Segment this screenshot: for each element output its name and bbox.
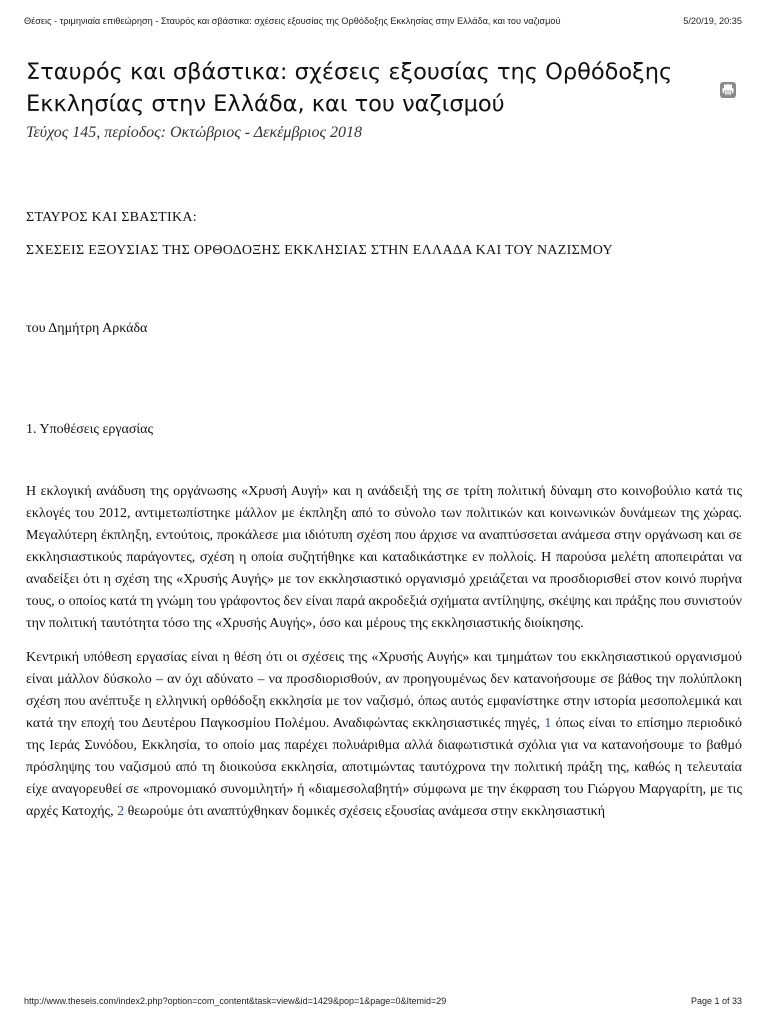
print-footer-url: http://www.theseis.com/index2.php?option=com_content&task=view&id=1429&pop=1&page=0&Itemid=29 <box>24 996 447 1006</box>
print-header-datetime: 5/20/19, 20:35 <box>683 16 742 26</box>
footnote-link[interactable]: 2 <box>117 804 125 819</box>
print-header <box>24 16 742 30</box>
paragraph: Η εκλογική ανάδυση της οργάνωσης «Χρυσή Αυγή» και η ανάδειξή της σε τρίτη πολιτική δύναμη στο κοινοβούλιο κατά τις εκλογές του 2012, αντιμετωπίστηκε μάλλον με έκπληξη από το σύνολο των πολιτικών και κοινωνικών δυνάμεων της χώρας. Μεγαλύτερη έκπληξη, εντούτοις, προκάλεσε μια ιδιότυπη σχέση που άρχισε να αναπτύσσεται ανάμεσα στην οργάνωση και σε εκκλησιαστικούς παράγοντες, σχέση η οποία συζητήθηκε και καταδικάστηκε εν πολλοίς. Η παρούσα μελέτη αποπειράται να αναδείξει ότι η σχέση της «Χρυσής Αυγής» με τον εκκλησιαστικό οργανισμό χρειάζεται να προσδιορισθεί στον κοινό πυρήνα τους, ο οποίος κατά τη γνώμη του γράφοντος δεν είναι παρά ακροδεξιά σχήματα αντίληψης, σκέψης και πράξης που συνιστούν την πολιτική ταυτότητα τόσο της «Χρυσής Αυγής», όσο και μέρους της εκκλησιαστικής διοίκησης. <box>26 484 742 631</box>
print-header-title: Θέσεις - τριμηνιαία επιθεώρηση - Σταυρός και σβάστικα: σχέσεις εξουσίας της Ορθόδοξης Εκκλησίας στην Ελλάδα, και του ναζισμού <box>24 16 561 26</box>
heading-sub: ΣΧΕΣΕΙΣ ΕΞΟΥΣΙΑΣ ΤΗΣ ΟΡΘΟΔΟΞΗΣ ΕΚΚΛΗΣΙΑΣ ΣΤΗΝ ΕΛΛΑΔΑ ΚΑΙ ΤΟΥ ΝΑΖΙΣΜΟΥ <box>26 243 613 258</box>
section-heading: 1. Υποθέσεις εργασίας <box>26 422 154 437</box>
paragraph-text: θεωρούμε ότι αναπτύχθηκαν δομικές σχέσεις εξουσίας ανάμεσα στην εκκλησιαστική <box>127 804 606 819</box>
footnote-link[interactable]: 1 <box>544 716 552 731</box>
article <box>26 56 742 823</box>
paragraph-text: όπως είναι το επίσημο περιοδικό της Ιεράς Συνόδου, Εκκλησία, το οποίο μας παρέχει πολυάριθμα αλλά διαφωτιστικά σχόλια για να κατανοήσουμε το βαθμό πρόσληψης του ναζισμού από τη διοικούσα εκκλησία, αποτιμώντας ταυτόχρονα την πολιτική πράξη της, καθώς η τελευταία είχε αναγορευθεί σε «προνομιακό συνομιλητή» ή «διαμεσολαβητή» σύμφωνα με την έκφραση του Γιώργου Μαργαρίτη, με τις αρχές Κατοχής, <box>26 716 742 819</box>
print-footer-page: Page 1 of 33 <box>690 996 742 1006</box>
issue-info: Τεύχος 145, περίοδος: Οκτώβριος - Δεκέμβριος 2018 <box>26 124 363 141</box>
print-footer <box>24 996 742 1010</box>
paragraph <box>26 647 742 823</box>
heading-main: ΣΤΑΥΡΟΣ ΚΑΙ ΣΒΑΣΤΙΚΑ: <box>26 210 197 225</box>
print-icon[interactable] <box>720 82 736 98</box>
article-title: Σταυρός και σβάστικα: σχέσεις εξουσίας της Ορθόδοξης Εκκλησίας στην Ελλάδα, και του ναζισμού <box>26 59 673 117</box>
paragraph-text: Κεντρική υπόθεση εργασίας είναι η θέση ότι οι σχέσεις της «Χρυσής Αυγής» και τμημάτων του εκκλησιαστικού οργανισμού είναι μάλλον δύσκολο – αν όχι αδύνατο – να προσδιορισθούν, αν προηγουμένως δεν κατανοήσουμε σε βάθος την πολύπλοκη σχέση που ανέπτυξε η ελληνική ορθόδοξη εκκλησία με τον ναζισμό, όπως αυτός εμφανίστηκε στην ιστορία μεσοπολεμικά και κατά την εποχή του Δευτέρου Παγκοσμίου Πολέμου. Αναδιφώντας εκκλησιαστικές πηγές, <box>26 650 742 731</box>
author-line: του Δημήτρη Αρκάδα <box>26 321 148 336</box>
